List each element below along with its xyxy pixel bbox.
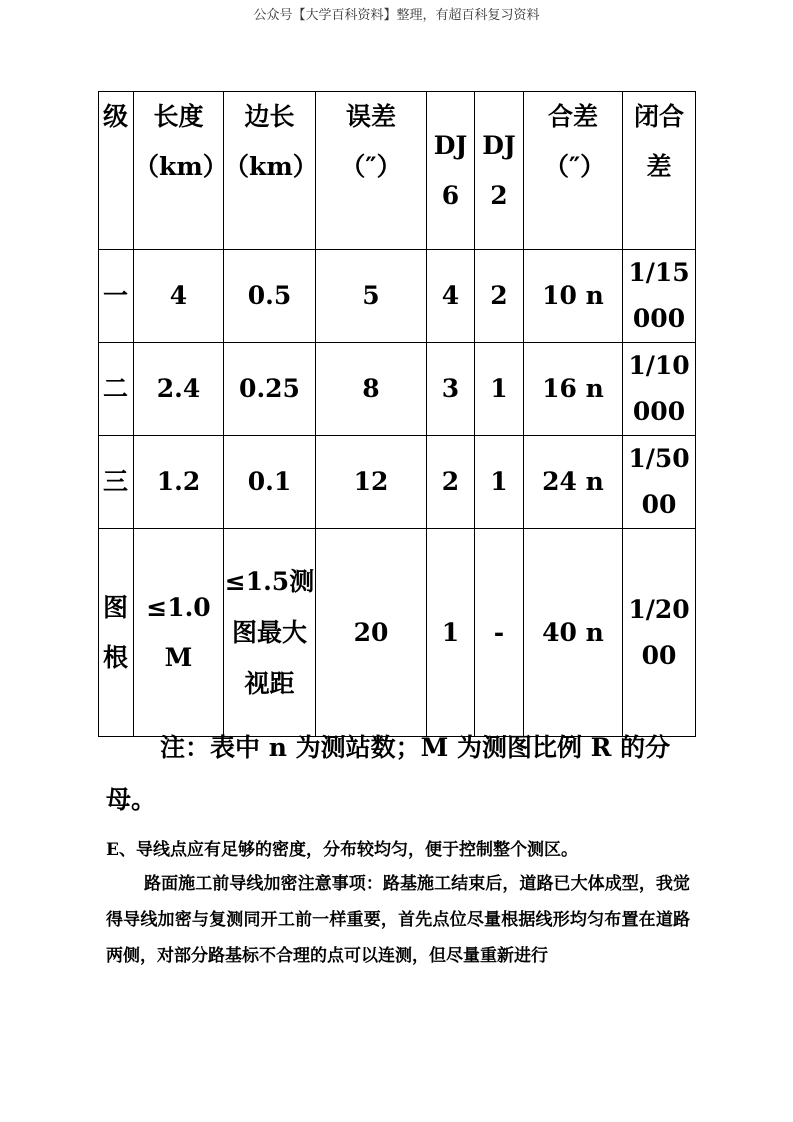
cell-length: 4: [134, 250, 224, 343]
header-error: 误差（″）: [316, 92, 427, 250]
table-note: 注：表中 n 为测站数；M 为测图比例 R 的分母。: [106, 733, 671, 814]
cell-closure: 16 n: [524, 343, 623, 436]
cell-dj2: -: [475, 529, 524, 737]
cell-ratio: 1/2000: [623, 529, 696, 737]
cell-ratio: 1/15000: [623, 250, 696, 343]
table-header-row: [99, 92, 696, 250]
cell-level: 图根: [99, 529, 134, 737]
table-row: [99, 343, 696, 436]
cell-side: 0.5: [224, 250, 316, 343]
paragraph-main: 路面施工前导线加密注意事项：路基施工结束后，道路已大体成型，我觉得导线加密与复测同开工前一样重要，首先点位尽量根据线形均匀布置在道路两侧，对部分路基标不合理的点可以连测，但尽量重新进行: [106, 874, 690, 966]
cell-error: 5: [316, 250, 427, 343]
cell-side: 0.25: [224, 343, 316, 436]
cell-dj2: 1: [475, 436, 524, 529]
cell-closure: 40 n: [524, 529, 623, 737]
cell-level: 一: [99, 250, 134, 343]
cell-dj6: 1: [427, 529, 475, 737]
header-side: 边长（km）: [224, 92, 316, 250]
cell-side: 0.1: [224, 436, 316, 529]
page-header: 公众号【大学百科资料】整理，有超百科复习资料: [253, 8, 540, 23]
cell-dj6: 4: [427, 250, 475, 343]
cell-length: ≤1.0M: [134, 529, 224, 737]
cell-ratio: 1/5000: [623, 436, 696, 529]
cell-error: 8: [316, 343, 427, 436]
cell-side: ≤1.5测图最大视距: [224, 529, 316, 737]
table-row: [99, 250, 696, 343]
cell-level: 二: [99, 343, 134, 436]
header-ratio: 闭合差: [623, 92, 696, 250]
cell-closure: 10 n: [524, 250, 623, 343]
header-dj6: DJ6: [427, 92, 475, 250]
paragraph-e: E、导线点应有足够的密度，分布较均匀，便于控制整个测区。: [106, 840, 578, 860]
header-closure: 合差（″）: [524, 92, 623, 250]
cell-level: 三: [99, 436, 134, 529]
header-level: 级: [99, 92, 134, 250]
cell-closure: 24 n: [524, 436, 623, 529]
cell-length: 2.4: [134, 343, 224, 436]
cell-length: 1.2: [134, 436, 224, 529]
header-dj2: DJ2: [475, 92, 524, 250]
cell-error: 20: [316, 529, 427, 737]
table-row: [99, 529, 696, 737]
cell-dj6: 3: [427, 343, 475, 436]
cell-dj2: 1: [475, 343, 524, 436]
cell-dj6: 2: [427, 436, 475, 529]
header-length: 长度（km）: [134, 92, 224, 250]
cell-dj2: 2: [475, 250, 524, 343]
cell-ratio: 1/10000: [623, 343, 696, 436]
cell-error: 12: [316, 436, 427, 529]
table-row: [99, 436, 696, 529]
traverse-spec-table: [98, 91, 696, 737]
